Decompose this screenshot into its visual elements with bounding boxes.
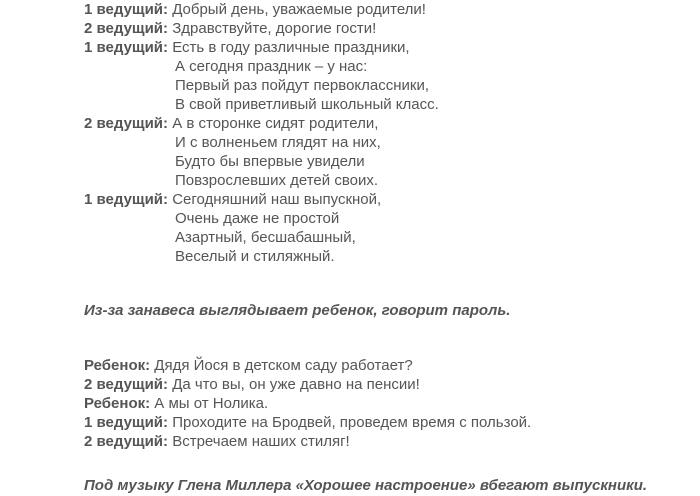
dialogue-part-1 [84,0,696,266]
speaker-label: 2 ведущий: [84,376,169,393]
speaker-label: 2 ведущий: [84,115,169,132]
dialogue-line [84,190,696,209]
spacer [84,451,696,476]
verse-line: И с волненьем глядят на них, [175,134,381,151]
speech-text: Проходите на Бродвей, проведем время с пользой. [172,414,532,431]
dialogue-line [84,375,696,394]
spacer [84,321,696,356]
verse-line: Первый раз пойдут первоклассники, [175,77,430,94]
speech-text: Да что вы, он уже давно на пенсии! [172,376,420,393]
dialogue-line [84,394,696,413]
speech-text: Здравствуйте, дорогие гости! [172,20,377,37]
stage-direction-1: Из-за занавеса выглядывает ребенок, говорит пароль. [84,302,511,319]
speaker-label: Ребенок: [84,395,151,412]
dialogue-line [84,19,696,38]
dialogue-line [84,432,696,451]
speech-text: Дядя Йося в детском саду работает? [154,357,413,374]
verse-line: А сегодня праздник – у нас: [175,58,368,75]
document [84,0,696,496]
dialogue-line [84,38,696,57]
speaker-label: 1 ведущий: [84,414,169,431]
verse-line: Повзрослевших детей своих. [175,172,379,189]
dialogue-line [84,0,696,19]
speech-text: А мы от Нолика. [154,395,269,412]
speaker-label: Ребенок: [84,357,151,374]
verse-line: Веселый и стиляжный. [175,248,335,265]
spacer [84,266,696,301]
speaker-label: 2 ведущий: [84,20,169,37]
stage-direction-2: Под музыку Глена Миллера «Хорошее настроение» вбегают выпускники. [84,477,648,494]
speech-text: Есть в году различные праздники, [172,39,410,56]
verse-line: Очень даже не простой [175,210,340,227]
dialogue-line [84,114,696,133]
speech-text: Сегодняшний наш выпускной, [172,191,382,208]
speaker-label: 2 ведущий: [84,433,169,450]
dialogue-part-2 [84,356,696,451]
speech-text: Встречаем наших стиляг! [172,433,350,450]
speech-text: Добрый день, уважаемые родители! [172,1,426,18]
dialogue-line [84,356,696,375]
verse-line: В свой приветливый школьный класс. [175,96,439,113]
speaker-label: 1 ведущий: [84,1,169,18]
speaker-label: 1 ведущий: [84,39,169,56]
speech-text: А в сторонке сидят родители, [172,115,379,132]
verse-line: Будто бы впервые увидели [175,153,365,170]
speaker-label: 1 ведущий: [84,191,169,208]
verse-line: Азартный, бесшабашный, [175,229,356,246]
dialogue-line [84,413,696,432]
